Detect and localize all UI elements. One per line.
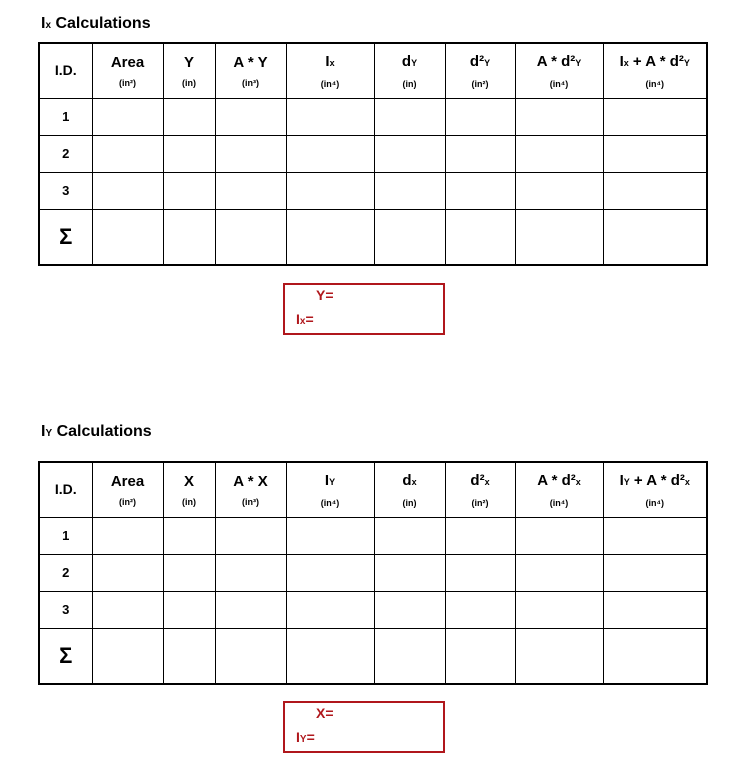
title-letter: I: [41, 423, 46, 440]
ix-result-label: Ix=: [296, 311, 314, 327]
x-cell[interactable]: [163, 592, 215, 629]
total-cell[interactable]: [603, 592, 707, 629]
y-cell[interactable]: [163, 99, 215, 136]
header-id: I.D.: [39, 43, 92, 99]
header-id: I.D.: [39, 462, 92, 518]
header-row: [39, 43, 707, 99]
ay-cell[interactable]: [215, 99, 286, 136]
dx2-cell[interactable]: [445, 518, 515, 555]
y-cell[interactable]: [163, 173, 215, 210]
table-row: [39, 99, 707, 136]
x-cell[interactable]: [163, 518, 215, 555]
title-subscript: x: [45, 20, 52, 31]
header-row: [39, 462, 707, 518]
ay-cell[interactable]: [215, 173, 286, 210]
iy-calculations-table: [38, 461, 708, 685]
dy2-cell[interactable]: [445, 136, 515, 173]
header-a-times-dx-squared: A * d²x (in⁴): [515, 462, 603, 518]
dx-sum-cell[interactable]: [374, 629, 445, 685]
row-id-cell: 2: [39, 136, 92, 173]
header-dy: dY (in): [374, 43, 445, 99]
iy-result-label: IY=: [296, 729, 315, 745]
row-id-cell: 1: [39, 99, 92, 136]
ax-cell[interactable]: [215, 555, 286, 592]
title-letter: I: [41, 15, 46, 32]
y-sum-cell[interactable]: [163, 210, 215, 266]
header-area: Area (in²): [92, 462, 163, 518]
table-row: [39, 592, 707, 629]
dy-cell[interactable]: [374, 99, 445, 136]
title-text: Calculations: [51, 15, 151, 32]
row-id-cell: 3: [39, 173, 92, 210]
xbar-result-label: X=: [316, 705, 334, 721]
total-cell[interactable]: [603, 173, 707, 210]
header-dx-squared: d²x (in²): [445, 462, 515, 518]
ix-result-box[interactable]: [283, 283, 445, 335]
sum-symbol-cell: [39, 629, 92, 685]
dx-cell[interactable]: [374, 592, 445, 629]
iy-sum-cell[interactable]: [286, 629, 374, 685]
total-cell[interactable]: [603, 555, 707, 592]
x-sum-cell[interactable]: [163, 629, 215, 685]
ix-calculations-table: [38, 42, 708, 266]
row-id-cell: 2: [39, 555, 92, 592]
sigma-icon: Σ: [59, 224, 73, 249]
dx2-cell[interactable]: [445, 592, 515, 629]
iy-cell[interactable]: [286, 555, 374, 592]
adx2-sum-cell[interactable]: [515, 629, 603, 685]
header-area: Area (in²): [92, 43, 163, 99]
ay-sum-cell[interactable]: [215, 210, 286, 266]
sum-row: [39, 210, 707, 266]
x-cell[interactable]: [163, 555, 215, 592]
area-cell[interactable]: [92, 173, 163, 210]
area-cell[interactable]: [92, 136, 163, 173]
row-id-cell: 1: [39, 518, 92, 555]
adx2-cell[interactable]: [515, 555, 603, 592]
area-cell[interactable]: [92, 592, 163, 629]
iy-cell[interactable]: [286, 518, 374, 555]
adx2-cell[interactable]: [515, 518, 603, 555]
dy2-sum-cell[interactable]: [445, 210, 515, 266]
ix-cell[interactable]: [286, 173, 374, 210]
header-dy-squared: d²Y (in²): [445, 43, 515, 99]
ady2-cell[interactable]: [515, 136, 603, 173]
header-y: Y (in): [163, 43, 215, 99]
header-iy-total: IY + A * d²x (in⁴): [603, 462, 707, 518]
header-ix: Ix (in⁴): [286, 43, 374, 99]
area-cell[interactable]: [92, 555, 163, 592]
table-row: [39, 136, 707, 173]
ay-cell[interactable]: [215, 136, 286, 173]
total-cell[interactable]: [603, 99, 707, 136]
ix-cell[interactable]: [286, 99, 374, 136]
ax-sum-cell[interactable]: [215, 629, 286, 685]
total-cell[interactable]: [603, 518, 707, 555]
iy-calculations-title: [41, 423, 152, 443]
dy-cell[interactable]: [374, 173, 445, 210]
title-text: Calculations: [52, 423, 152, 440]
dx2-sum-cell[interactable]: [445, 629, 515, 685]
sum-row: [39, 629, 707, 685]
y-cell[interactable]: [163, 136, 215, 173]
header-dx: dx (in): [374, 462, 445, 518]
dy-cell[interactable]: [374, 136, 445, 173]
header-a-times-dy-squared: A * d²Y (in⁴): [515, 43, 603, 99]
title-subscript: Y: [45, 428, 53, 439]
total-cell[interactable]: [603, 136, 707, 173]
ix-sum-cell[interactable]: [286, 210, 374, 266]
ix-calculations-title: [41, 15, 151, 35]
table-row: [39, 555, 707, 592]
table-row: [39, 518, 707, 555]
total-sum-cell[interactable]: [603, 210, 707, 266]
total-sum-cell[interactable]: [603, 629, 707, 685]
dx-cell[interactable]: [374, 518, 445, 555]
area-sum-cell[interactable]: [92, 210, 163, 266]
header-ix-total: Ix + A * d²Y (in⁴): [603, 43, 707, 99]
header-x: X (in): [163, 462, 215, 518]
ady2-cell[interactable]: [515, 173, 603, 210]
area-cell[interactable]: [92, 99, 163, 136]
dx-cell[interactable]: [374, 555, 445, 592]
row-id-cell: 3: [39, 592, 92, 629]
sigma-icon: Σ: [59, 643, 73, 668]
iy-cell[interactable]: [286, 592, 374, 629]
ix-cell[interactable]: [286, 136, 374, 173]
dy2-cell[interactable]: [445, 173, 515, 210]
dx2-cell[interactable]: [445, 555, 515, 592]
sum-symbol-cell: [39, 210, 92, 266]
header-iy: IY (in⁴): [286, 462, 374, 518]
adx2-cell[interactable]: [515, 592, 603, 629]
ax-cell[interactable]: [215, 592, 286, 629]
ady2-cell[interactable]: [515, 99, 603, 136]
header-a-times-y: A * Y (in³): [215, 43, 286, 99]
dy2-cell[interactable]: [445, 99, 515, 136]
ybar-result-label: Y=: [316, 287, 334, 303]
iy-result-box[interactable]: [283, 701, 445, 753]
table-row: [39, 173, 707, 210]
header-a-times-x: A * X (in³): [215, 462, 286, 518]
dy-sum-cell[interactable]: [374, 210, 445, 266]
ax-cell[interactable]: [215, 518, 286, 555]
ady2-sum-cell[interactable]: [515, 210, 603, 266]
area-sum-cell[interactable]: [92, 629, 163, 685]
area-cell[interactable]: [92, 518, 163, 555]
